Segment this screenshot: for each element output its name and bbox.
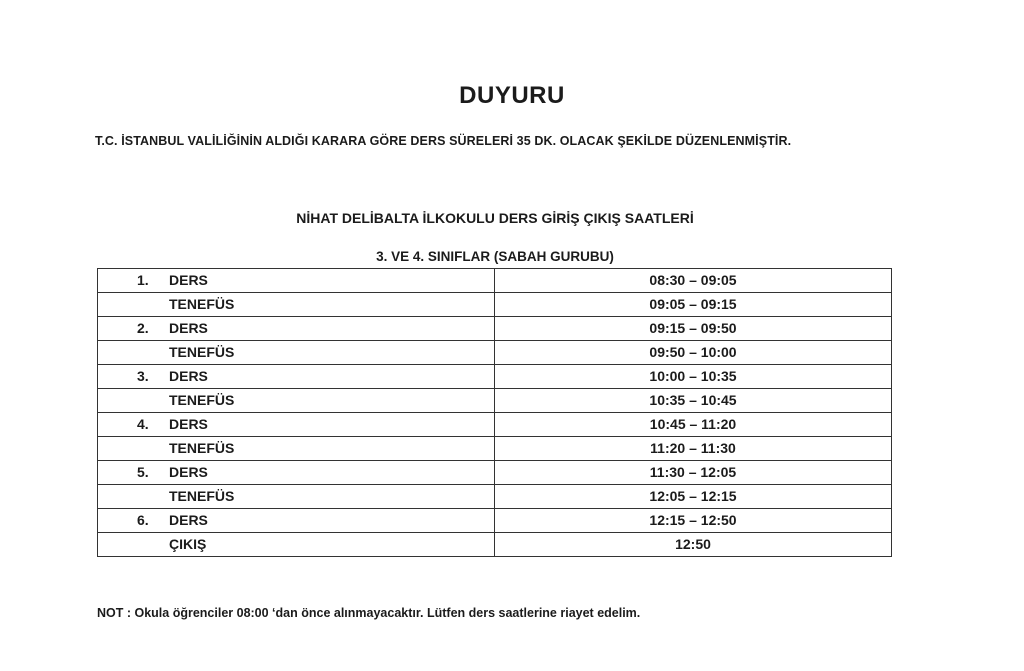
- period-label: DERS: [169, 464, 208, 480]
- period-number: 2.: [137, 320, 149, 336]
- time-cell: 12:50: [495, 533, 892, 557]
- note-text: NOT : Okula öğrenciler 08:00 ‘dan önce alınmayacaktır. Lütfen ders saatlerine riayet edelim.: [97, 606, 641, 620]
- period-cell: [98, 533, 495, 557]
- table-row: [98, 533, 892, 557]
- table-row: [98, 365, 892, 389]
- period-cell: [98, 413, 495, 437]
- period-label: TENEFÜS: [169, 488, 235, 504]
- period-label: DERS: [169, 368, 208, 384]
- table-row: [98, 389, 892, 413]
- period-label: TENEFÜS: [169, 296, 235, 312]
- time-cell: 11:20 – 11:30: [495, 437, 892, 461]
- period-cell: [98, 365, 495, 389]
- table-row: [98, 293, 892, 317]
- period-number: 5.: [137, 464, 149, 480]
- page-title: DUYURU: [459, 82, 565, 109]
- table-row: [98, 317, 892, 341]
- time-cell: 12:15 – 12:50: [495, 509, 892, 533]
- table-row: [98, 437, 892, 461]
- period-number: 4.: [137, 416, 149, 432]
- period-cell: [98, 461, 495, 485]
- period-number: 6.: [137, 512, 149, 528]
- period-number: 1.: [137, 272, 149, 288]
- table-row: [98, 269, 892, 293]
- period-cell: [98, 317, 495, 341]
- period-cell: [98, 269, 495, 293]
- table-row: [98, 509, 892, 533]
- table-row: [98, 341, 892, 365]
- period-label: DERS: [169, 416, 208, 432]
- period-cell: [98, 389, 495, 413]
- time-cell: 11:30 – 12:05: [495, 461, 892, 485]
- time-cell: 10:35 – 10:45: [495, 389, 892, 413]
- time-cell: 09:50 – 10:00: [495, 341, 892, 365]
- time-cell: 12:05 – 12:15: [495, 485, 892, 509]
- period-cell: [98, 437, 495, 461]
- group-heading: 3. VE 4. SINIFLAR (SABAH GURUBU): [376, 249, 614, 264]
- period-label: DERS: [169, 512, 208, 528]
- intro-text: T.C. İSTANBUL VALİLİĞİNİN ALDIĞI KARARA GÖRE DERS SÜRELERİ 35 DK. OLACAK ŞEKİLDE DÜZENLENMİŞTİR.: [95, 134, 792, 148]
- period-label: DERS: [169, 320, 208, 336]
- period-label: TENEFÜS: [169, 392, 235, 408]
- school-heading: NİHAT DELİBALTA İLKOKULU DERS GİRİŞ ÇIKIŞ SAATLERİ: [296, 210, 694, 226]
- time-cell: 10:00 – 10:35: [495, 365, 892, 389]
- schedule-body: [98, 269, 892, 557]
- period-label: TENEFÜS: [169, 344, 235, 360]
- table-row: [98, 461, 892, 485]
- period-label: TENEFÜS: [169, 440, 235, 456]
- period-cell: [98, 485, 495, 509]
- period-cell: [98, 509, 495, 533]
- period-cell: [98, 293, 495, 317]
- period-cell: [98, 341, 495, 365]
- time-cell: 09:15 – 09:50: [495, 317, 892, 341]
- time-cell: 10:45 – 11:20: [495, 413, 892, 437]
- period-number: 3.: [137, 368, 149, 384]
- table-row: [98, 413, 892, 437]
- time-cell: 08:30 – 09:05: [495, 269, 892, 293]
- schedule-table: [97, 268, 892, 557]
- period-label: ÇIKIŞ: [169, 536, 207, 552]
- time-cell: 09:05 – 09:15: [495, 293, 892, 317]
- table-row: [98, 485, 892, 509]
- period-label: DERS: [169, 272, 208, 288]
